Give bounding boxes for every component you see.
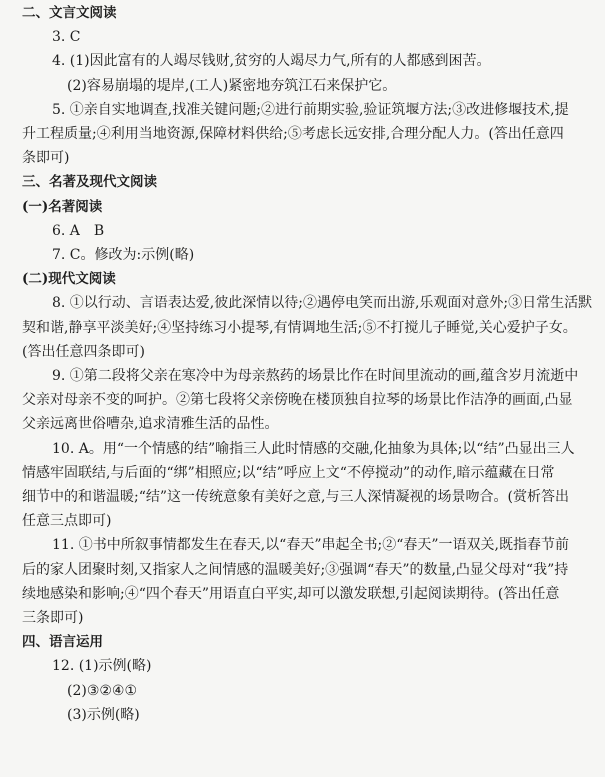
- answer-3: 3. C: [52, 29, 81, 46]
- answer-11-line2: 后的家人团聚时刻,又指家人之间情感的温暖美好;③强调“春天”的数量,凸显父母对“我”持: [22, 561, 569, 578]
- answer-8-line2: 契和谐,静享平淡美好;④坚持练习小提琴,有情调地生活;⑤不打搅儿子睡觉,关心爱护子女。: [22, 319, 577, 336]
- answer-10-line2: 情感牢固联结,与后面的“绑”相照应;以“结”呼应上文“不停搅动”的动作,暗示蕴藏在日常: [22, 464, 555, 481]
- answer-5-line3: 条即可): [22, 150, 70, 167]
- answer-10-line4: 任意三点即可): [22, 513, 112, 530]
- subsection-title-modern: (二)现代文阅读: [22, 271, 116, 288]
- subsection-title-classics: (一)名著阅读: [22, 198, 103, 215]
- section-title-classical-chinese: 二、文言文阅读: [22, 5, 117, 21]
- answer-10-line3: 细节中的和谐温暖;“结”这一传统意象有美好之意,与三人深情凝视的场景吻合。(赏析答出: [22, 489, 569, 505]
- answer-11-line3: 续地感染和影响;④“四个春天”用语直白平实,却可以激发联想,引起阅读期待。(答出任意: [22, 585, 560, 602]
- answer-9-line3: 父亲远离世俗嘈杂,追求清雅生活的品性。: [22, 416, 279, 433]
- section-title-language-use: 四、语言运用: [22, 634, 103, 651]
- answer-5-line1: 5. ①亲自实地调查,找准关键问题;②进行前期实验,验证筑堰方法;③改进修堰技术,提: [52, 101, 569, 118]
- answer-12-part2: (2)③②④①: [67, 682, 138, 699]
- answer-6: 6. A B: [52, 222, 105, 239]
- answer-8-line3: (答出任意四条即可): [22, 343, 145, 360]
- answer-11-line4: 三条即可): [22, 610, 84, 626]
- answer-5-line2: 升工程质量;④利用当地资源,保障材料供给;⑤考虑长远安排,合理分配人力。(答出任意四: [22, 126, 564, 142]
- answer-4-part1: 4. (1)因此富有的人竭尽钱财,贫穷的人竭尽力气,所有的人都感到困苦。: [52, 53, 491, 70]
- answer-10-line1: 10. A。用“一个情感的结”喻指三人此时情感的交融,化抽象为具体;以“结”凸显出三人: [52, 440, 575, 457]
- answer-11-line1: 11. ①书中所叙事情都发生在春天,以“春天”串起全书;②“春天”一语双关,既指春节前: [52, 537, 569, 554]
- answer-12-part1: 12. (1)示例(略): [52, 658, 152, 675]
- answer-8-line1: 8. ①以行动、言语表达爱,彼此深情以待;②遇停电笑而出游,乐观面对意外;③日常生活默: [52, 295, 593, 312]
- section-title-classics-modern: 三、名著及现代文阅读: [22, 174, 157, 191]
- answer-9-line2: 父亲对母亲不变的呵护。②第七段将父亲傍晚在楼顶独自拉琴的场景比作洁净的画面,凸显: [22, 392, 573, 409]
- answer-7: 7. C。修改为:示例(略): [52, 247, 195, 263]
- answer-12-part3: (3)示例(略): [67, 706, 140, 723]
- answer-4-part2: (2)容易崩塌的堤岸,(工人)紧密地夯筑江石来保护它。: [67, 77, 397, 94]
- answer-9-line1: 9. ①第二段将父亲在寒冷中为母亲熬药的场景比作在时间里流动的画,蕴含岁月流逝中: [52, 368, 579, 384]
